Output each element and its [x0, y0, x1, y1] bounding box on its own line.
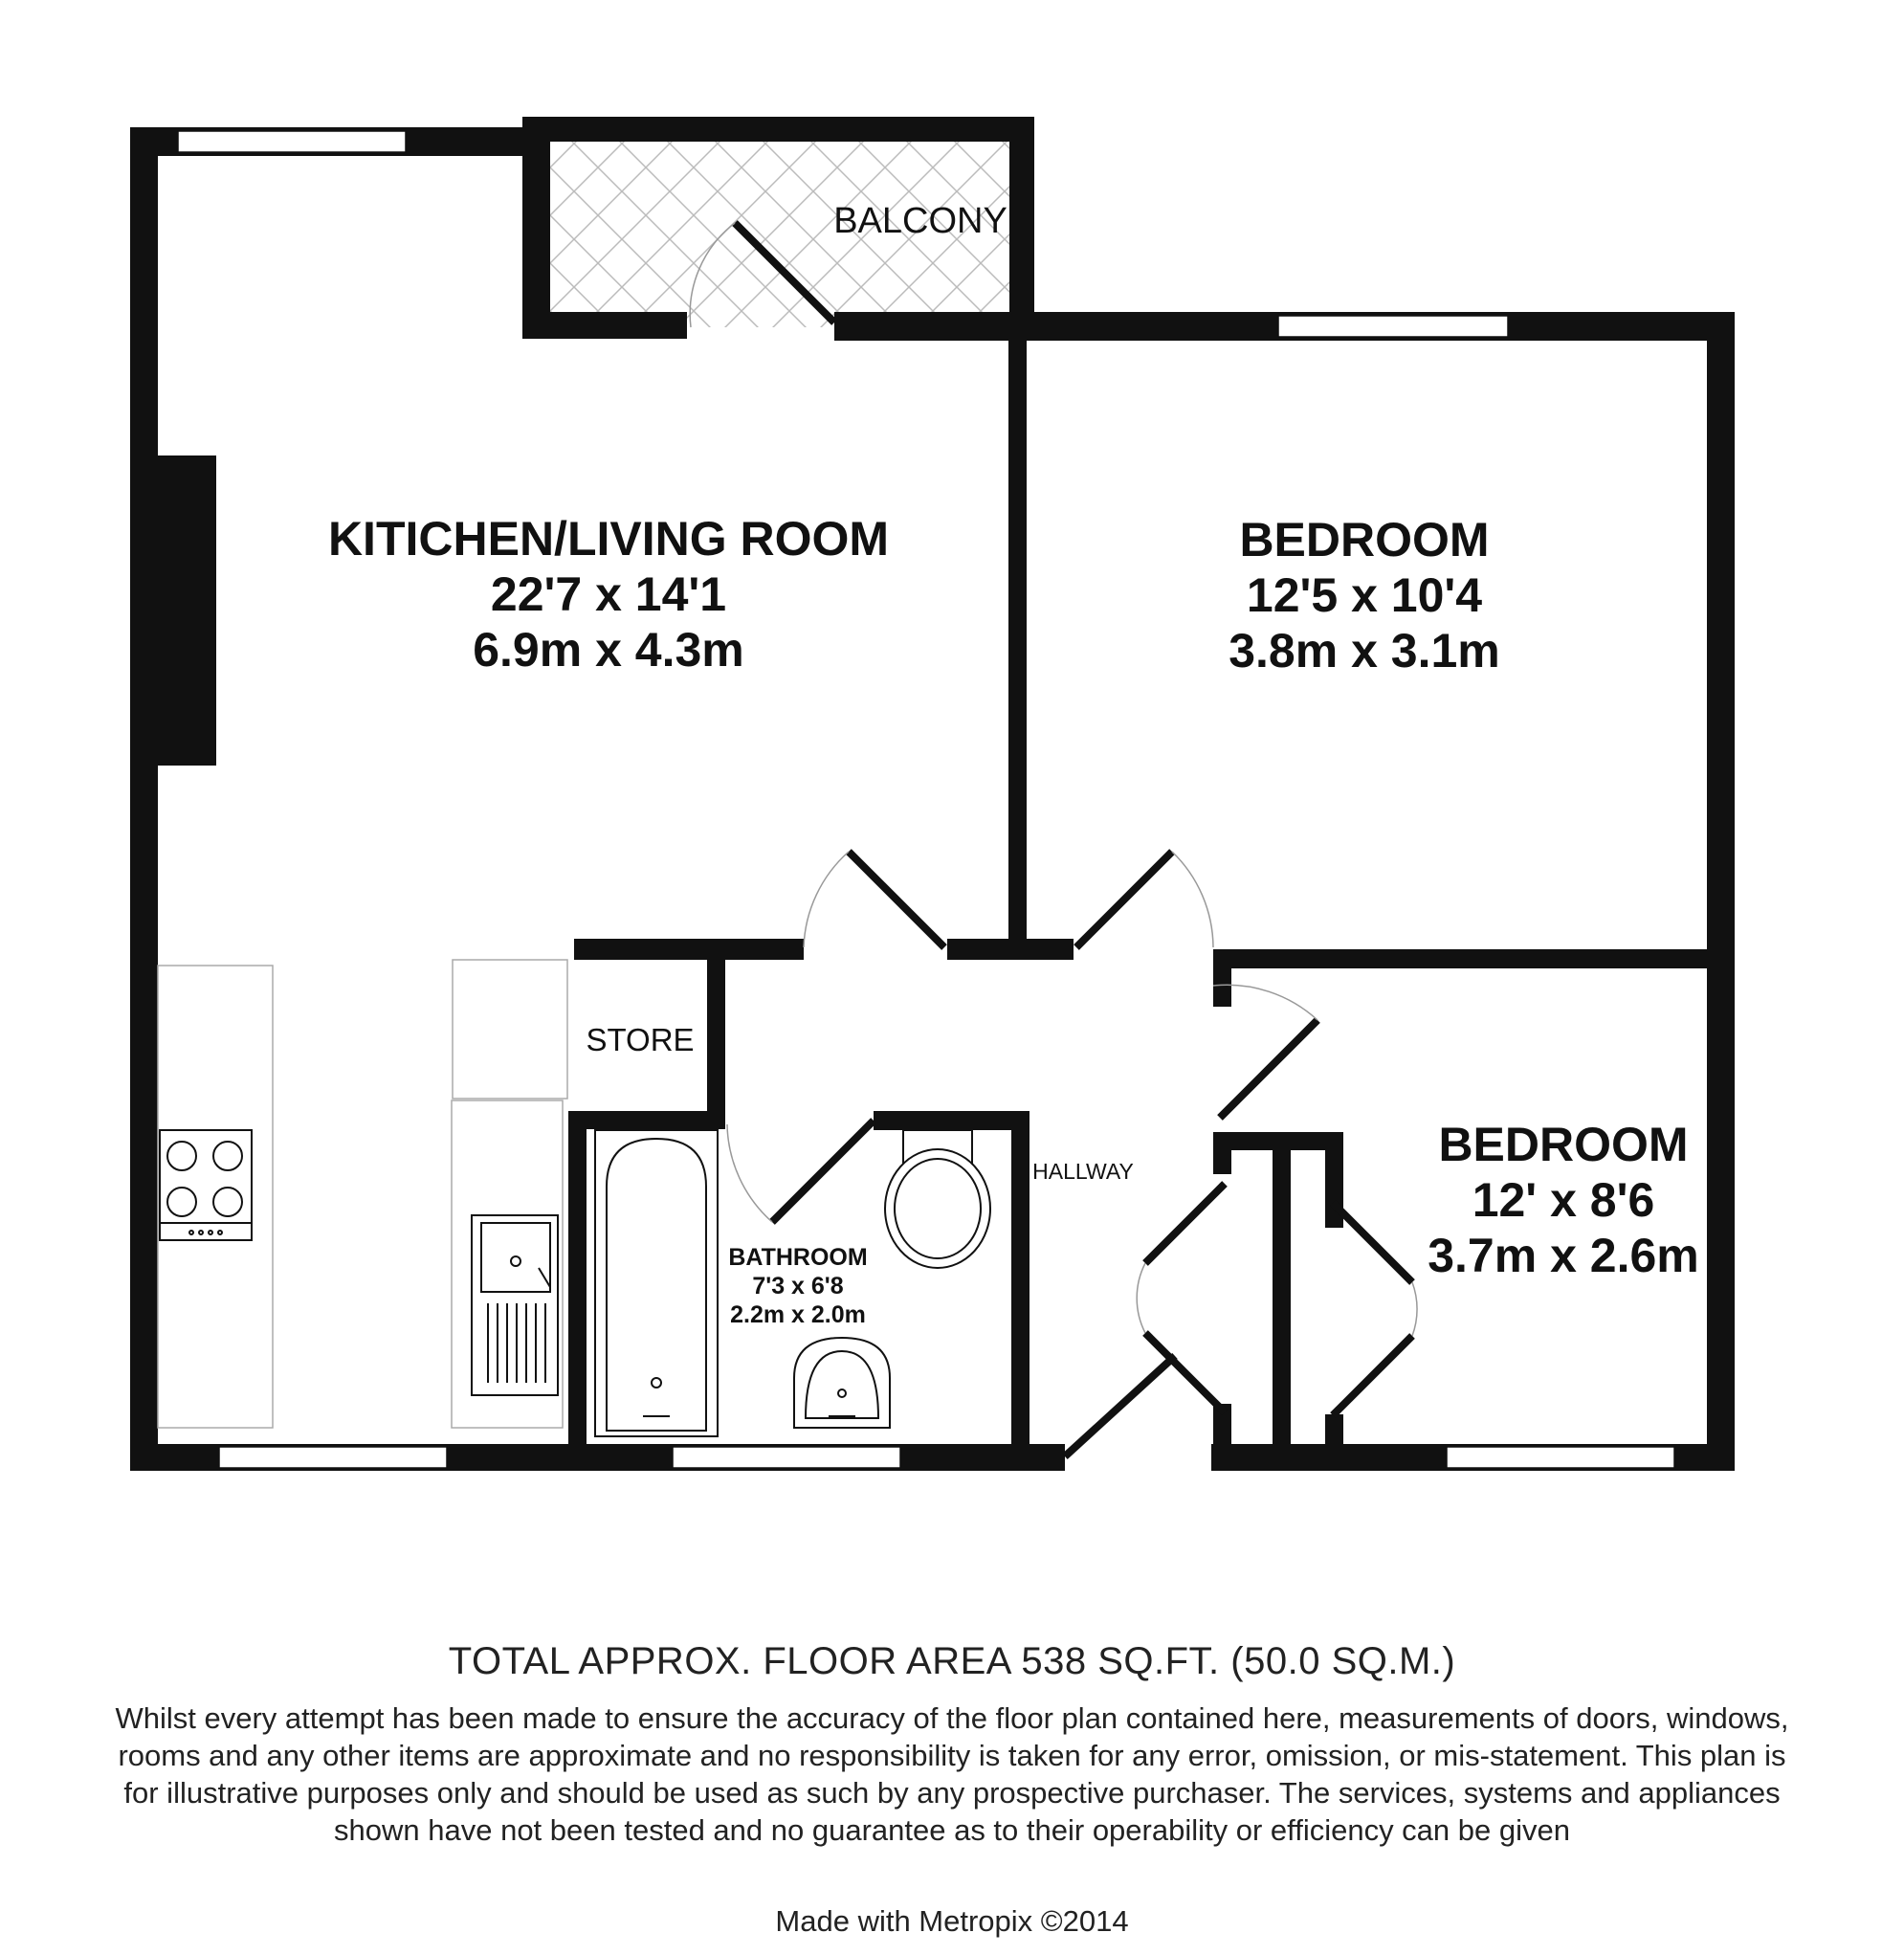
bathroom-name: BATHROOM: [728, 1244, 868, 1271]
store-label: STORE: [586, 1022, 695, 1057]
hallway-label: HALLWAY: [1032, 1159, 1134, 1184]
total-floor-area: TOTAL APPROX. FLOOR AREA 538 SQ.FT. (50.0 SQ.M.): [448, 1640, 1456, 1682]
balcony-label: BALCONY: [833, 201, 1007, 241]
sink-icon: [472, 1215, 558, 1395]
bedroom1-imperial: 12'5 x 10'4: [1246, 568, 1483, 622]
bedroom1-name: BEDROOM: [1239, 513, 1490, 567]
bathroom-metric: 2.2m x 2.0m: [730, 1301, 866, 1328]
bedroom1-metric: 3.8m x 3.1m: [1229, 624, 1500, 678]
kitchen-metric: 6.9m x 4.3m: [473, 623, 744, 677]
bedroom2-name: BEDROOM: [1438, 1118, 1689, 1171]
bedroom2-metric: 3.7m x 2.6m: [1428, 1229, 1699, 1282]
hob-icon: [160, 1130, 252, 1240]
kitchen-name: KITICHEN/LIVING ROOM: [327, 512, 890, 566]
bath-icon: [595, 1130, 718, 1436]
interior-walls: [568, 325, 1731, 1471]
room-label-bedroom-2: [1428, 1118, 1699, 1282]
room-label-kitchen: [328, 512, 889, 677]
basin-icon: [794, 1338, 890, 1428]
toilet-icon: [885, 1130, 990, 1268]
doors: [690, 223, 1417, 1456]
room-label-bathroom: [728, 1244, 867, 1328]
bedroom2-imperial: 12' x 8'6: [1472, 1173, 1655, 1227]
bathroom-imperial: 7'3 x 6'8: [752, 1273, 844, 1300]
disclaimer-text: Whilst every attempt has been made to ensure the accuracy of the floor plan contained here, measurements of doors, windows, rooms and any other items are approximate and no responsibility is taken for any error, omission, or mis-statement. This plan is for illustrative purposes only and should be used as such by any prospective purchaser. The services, systems and appliances shown have not been tested and no guarantee as to their operability or efficiency can be given: [115, 1701, 1789, 1847]
kitchen-imperial: 22'7 x 14'1: [490, 567, 727, 621]
credit-text: Made with Metropix ©2014: [775, 1904, 1129, 1938]
room-label-bedroom-1: [1229, 513, 1500, 678]
